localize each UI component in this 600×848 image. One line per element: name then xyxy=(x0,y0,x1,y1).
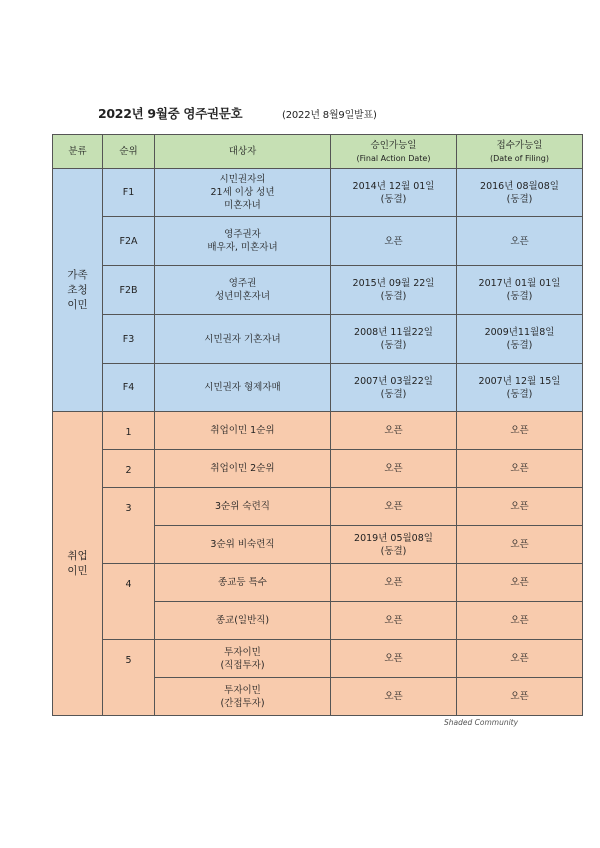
table-row xyxy=(53,315,583,364)
final-action-cell: 2008년 11월22일 (동결) xyxy=(331,315,457,364)
filing-cell: 2017년 01월 01일 (동결) xyxy=(457,266,583,315)
col-header-rank: 순위 xyxy=(103,135,155,169)
filing-cell: 오픈 xyxy=(457,526,583,564)
table-header-row xyxy=(53,135,583,169)
filing-cell: 2016년 08월08일 (동결) xyxy=(457,169,583,217)
rank-cell: F2A xyxy=(103,217,155,266)
col-header-final-action xyxy=(331,135,457,169)
filing-cell: 오픈 xyxy=(457,602,583,640)
target-cell: 취업이민 1순위 xyxy=(155,412,331,450)
target-cell: 시민권자 기혼자녀 xyxy=(155,315,331,364)
col-header-filing-label: 접수가능일 xyxy=(496,139,543,151)
rank-cell: 1 xyxy=(103,412,155,450)
table-row xyxy=(53,364,583,412)
table-row xyxy=(53,266,583,315)
rank-cell: F1 xyxy=(103,169,155,217)
target-cell: 영주권자 배우자, 미혼자녀 xyxy=(155,217,331,266)
category-employment: 취업 이민 xyxy=(53,412,103,716)
category-family: 가족 초청 이민 xyxy=(53,169,103,412)
col-header-target: 대상자 xyxy=(155,135,331,169)
col-header-filing xyxy=(457,135,583,169)
table-row xyxy=(53,412,583,450)
final-action-cell: 오픈 xyxy=(331,450,457,488)
target-cell: 시민권자의 21세 이상 성년 미혼자녀 xyxy=(155,169,331,217)
final-action-cell: 오픈 xyxy=(331,602,457,640)
rank-cell: 2 xyxy=(103,450,155,488)
table-row xyxy=(53,640,583,678)
rank-cell: F4 xyxy=(103,364,155,412)
target-cell: 종교(일반직) xyxy=(155,602,331,640)
rank-cell: 4 xyxy=(103,564,155,640)
table-row xyxy=(53,450,583,488)
rank-cell: F3 xyxy=(103,315,155,364)
filing-cell: 오픈 xyxy=(457,217,583,266)
page-title: 2022년 9월중 영주권문호 xyxy=(98,106,243,121)
col-header-final-action-label: 승인가능일 xyxy=(370,139,417,151)
col-header-category: 분류 xyxy=(53,135,103,169)
filing-cell: 오픈 xyxy=(457,640,583,678)
final-action-cell: 2019년 05월08일 (동결) xyxy=(331,526,457,564)
col-header-filing-en: (Date of Filing) xyxy=(490,153,549,163)
target-cell: 시민권자 형제자매 xyxy=(155,364,331,412)
target-cell: 영주권 성년미혼자녀 xyxy=(155,266,331,315)
final-action-cell: 오픈 xyxy=(331,488,457,526)
visa-bulletin-table xyxy=(52,134,583,716)
table-row xyxy=(53,169,583,217)
title-bar xyxy=(0,104,600,124)
filing-cell: 2009년11월8일 (동결) xyxy=(457,315,583,364)
target-cell: 3순위 숙련직 xyxy=(155,488,331,526)
filing-cell: 오픈 xyxy=(457,412,583,450)
final-action-cell: 2015년 09월 22일 (동결) xyxy=(331,266,457,315)
rank-cell: 3 xyxy=(103,488,155,564)
target-cell: 투자이민 (간접투자) xyxy=(155,678,331,716)
filing-cell: 오픈 xyxy=(457,564,583,602)
target-cell: 투자이민 (직접투자) xyxy=(155,640,331,678)
filing-cell: 오픈 xyxy=(457,450,583,488)
target-cell: 3순위 비숙련직 xyxy=(155,526,331,564)
target-cell: 종교등 특수 xyxy=(155,564,331,602)
filing-cell: 오픈 xyxy=(457,678,583,716)
col-header-final-action-en: (Final Action Date) xyxy=(356,153,431,163)
filing-cell: 2007년 12월 15일 (동결) xyxy=(457,364,583,412)
table-row xyxy=(53,488,583,526)
final-action-cell: 오픈 xyxy=(331,564,457,602)
rank-cell: F2B xyxy=(103,266,155,315)
filing-cell: 오픈 xyxy=(457,488,583,526)
target-cell: 취업이민 2순위 xyxy=(155,450,331,488)
final-action-cell: 오픈 xyxy=(331,412,457,450)
announcement-date: (2022년 8월9일발표) xyxy=(282,110,377,121)
source-credit: Shaded Community xyxy=(444,718,519,727)
rank-cell: 5 xyxy=(103,640,155,716)
table-row xyxy=(53,217,583,266)
final-action-cell: 2007년 03월22일 (동결) xyxy=(331,364,457,412)
table-row xyxy=(53,564,583,602)
final-action-cell: 오픈 xyxy=(331,678,457,716)
final-action-cell: 오픈 xyxy=(331,217,457,266)
final-action-cell: 오픈 xyxy=(331,640,457,678)
final-action-cell: 2014년 12월 01일 (동결) xyxy=(331,169,457,217)
